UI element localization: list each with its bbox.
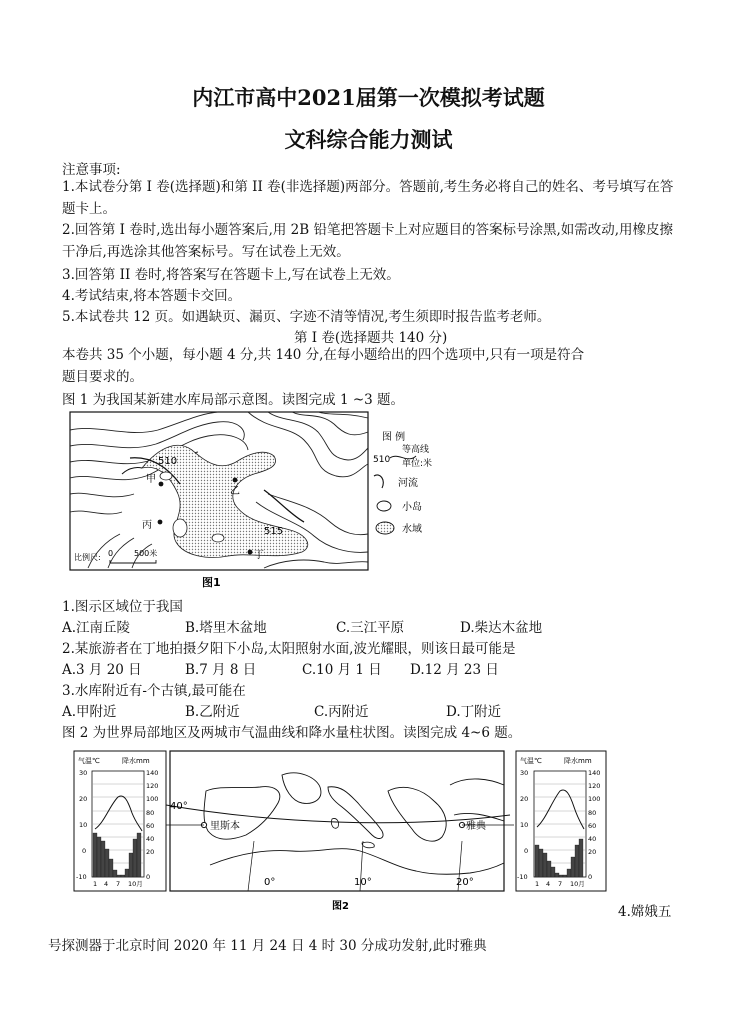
fig1-intro: 图 1 为我国某新建水库局部示意图。读图完成 1 ~3 题。	[62, 392, 405, 408]
q4-stem-start: 4.嫦娥五	[618, 904, 672, 920]
q2-option-d: D.12 月 23 日	[410, 662, 499, 678]
note-item-3: 3.回答第 II 卷时,将答案写在答题卡上,写在试卷上无效。	[62, 267, 400, 283]
svg-text:-10: -10	[76, 873, 87, 881]
svg-text:1: 1	[535, 880, 540, 888]
label-athens: 雅典	[466, 821, 486, 832]
section1-heading: 第 I 卷(选择题共 140 分)	[294, 330, 448, 346]
svg-text:10月: 10月	[570, 880, 585, 888]
label-bing: 丙	[142, 520, 152, 531]
svg-text:80: 80	[146, 809, 155, 817]
contour-label-515: 515	[264, 526, 284, 537]
fig2-intro: 图 2 为世界局部地区及两城市气温曲线和降水量柱状图。读图完成 4~6 题。	[62, 725, 522, 741]
note-item-2: 2.回答第 I 卷时,选出每小题答案后,用 2B 铅笔把答题卡上对应题目的答案标号涂黑,如需改动,用橡皮擦干净后,再选涂其他答案标号。写在试卷上无效。	[62, 222, 674, 260]
label-ding: 丁	[254, 550, 264, 561]
svg-text:降水mm: 降水mm	[564, 757, 592, 765]
svg-text:气温℃: 气温℃	[520, 757, 542, 765]
svg-text:河流: 河流	[398, 478, 418, 489]
notes-heading: 注意事项:	[62, 162, 121, 178]
exam-title: 内江市高中2021届第一次模拟考试题	[192, 85, 545, 110]
svg-text:4: 4	[104, 880, 109, 888]
svg-text:10: 10	[79, 821, 88, 829]
island	[212, 534, 224, 542]
q3-option-c: C.丙附近	[314, 704, 369, 720]
fig1-legend	[373, 430, 432, 535]
point-yi	[233, 478, 238, 483]
svg-text:80: 80	[588, 809, 597, 817]
q3-option-b: B.乙附近	[185, 704, 240, 720]
climograph-athens	[516, 751, 606, 891]
exam-subtitle: 文科综合能力测试	[284, 127, 453, 152]
note-item-4: 4.考试结束,将本答题卡交回。	[62, 288, 242, 304]
q2-stem: 2.某旅游者在丁地拍摄夕阳下小岛,太阳照射水面,波光耀眼，则该日最可能是	[62, 641, 516, 657]
svg-text:60: 60	[146, 822, 155, 830]
svg-text:7: 7	[558, 880, 563, 888]
svg-text:1: 1	[93, 880, 98, 888]
q2-option-b: B.7 月 8 日	[185, 662, 257, 678]
svg-text:510: 510	[373, 455, 391, 465]
figure-1-reservoir-map	[68, 410, 468, 590]
svg-text:图 例: 图 例	[382, 432, 406, 443]
svg-text:10: 10	[520, 821, 529, 829]
island	[160, 472, 172, 480]
svg-text:20: 20	[146, 848, 155, 856]
lon-20: 20°	[456, 877, 474, 888]
svg-text:单位:米: 单位:米	[402, 459, 433, 469]
q1-option-a: A.江南丘陵	[62, 620, 131, 636]
svg-text:4: 4	[546, 880, 551, 888]
section1-intro: 本卷共 35 个小题，每小题 4 分,共 140 分,在每小题给出的四个选项中,只有一项是符合题目要求的。	[62, 347, 585, 385]
svg-text:小岛: 小岛	[402, 502, 422, 513]
q1-option-d: D.柴达木盆地	[460, 620, 543, 636]
figure-2-mediterranean-map	[70, 745, 610, 915]
fig2-caption: 图2	[332, 901, 349, 912]
q1-stem: 1.图示区域位于我国	[62, 599, 183, 615]
lat-40: 40°	[170, 801, 188, 812]
note-item-1: 1.本试卷分第 I 卷(选择题)和第 II 卷(非选择题)两部分。答题前,考生务必将自己的姓名、考号填写在答题卡上。	[62, 179, 674, 217]
svg-text:20: 20	[588, 848, 597, 856]
svg-text:20: 20	[520, 795, 529, 803]
island	[173, 519, 187, 537]
q4-stem-continued: 号探测器于北京时间 2020 年 11 月 24 日 4 时 30 分成功发射,此时雅典	[48, 938, 487, 954]
svg-text:140: 140	[146, 769, 159, 777]
svg-text:10月: 10月	[128, 880, 143, 888]
svg-text:30: 30	[520, 769, 529, 777]
contour-label-510: 510	[158, 456, 178, 467]
svg-text:气温℃: 气温℃	[78, 757, 100, 765]
q1-option-c: C.三江平原	[336, 620, 405, 636]
svg-text:100: 100	[588, 795, 601, 803]
point-jia	[159, 482, 164, 487]
climograph-lisbon	[74, 751, 166, 891]
svg-text:降水mm: 降水mm	[122, 757, 150, 765]
svg-text:水域: 水域	[402, 524, 422, 535]
svg-text:120: 120	[588, 782, 601, 790]
svg-text:140: 140	[588, 769, 601, 777]
svg-text:20: 20	[79, 795, 88, 803]
svg-text:-10: -10	[517, 873, 528, 881]
svg-text:30: 30	[79, 769, 88, 777]
label-jia: 甲	[146, 474, 156, 485]
fig1-caption: 图1	[202, 576, 221, 589]
svg-text:120: 120	[146, 782, 159, 790]
svg-text:比例尺:: 比例尺:	[74, 553, 101, 562]
lon-10: 10°	[354, 877, 372, 888]
svg-text:60: 60	[588, 822, 597, 830]
label-yi: 乙	[230, 486, 240, 497]
svg-text:100: 100	[146, 795, 159, 803]
svg-text:等高线: 等高线	[402, 445, 430, 455]
q3-stem: 3.水库附近有-个古镇,最可能在	[62, 683, 246, 699]
lon-0: 0°	[264, 877, 276, 888]
label-lisbon: 里斯本	[210, 821, 240, 832]
q2-option-c: C.10 月 1 日	[302, 662, 382, 678]
svg-text:0: 0	[146, 873, 151, 881]
q1-option-b: B.塔里木盆地	[185, 620, 267, 636]
mediterranean-map	[166, 751, 514, 891]
svg-text:40: 40	[588, 835, 597, 843]
svg-text:7: 7	[116, 880, 121, 888]
svg-text:40: 40	[146, 835, 155, 843]
svg-text:0: 0	[108, 549, 114, 558]
point-bing	[158, 520, 163, 525]
note-item-5: 5.本试卷共 12 页。如遇缺页、漏页、字迹不清等情况,考生须即时报告监考老师。	[62, 309, 551, 325]
q3-option-d: D.丁附近	[446, 704, 502, 720]
svg-text:500米: 500米	[134, 549, 158, 558]
svg-text:0: 0	[588, 873, 593, 881]
q2-option-a: A.3 月 20 日	[62, 662, 142, 678]
point-ding	[248, 550, 253, 555]
svg-text:0: 0	[524, 847, 529, 855]
svg-text:0: 0	[82, 847, 87, 855]
q3-option-a: A.甲附近	[62, 704, 117, 720]
